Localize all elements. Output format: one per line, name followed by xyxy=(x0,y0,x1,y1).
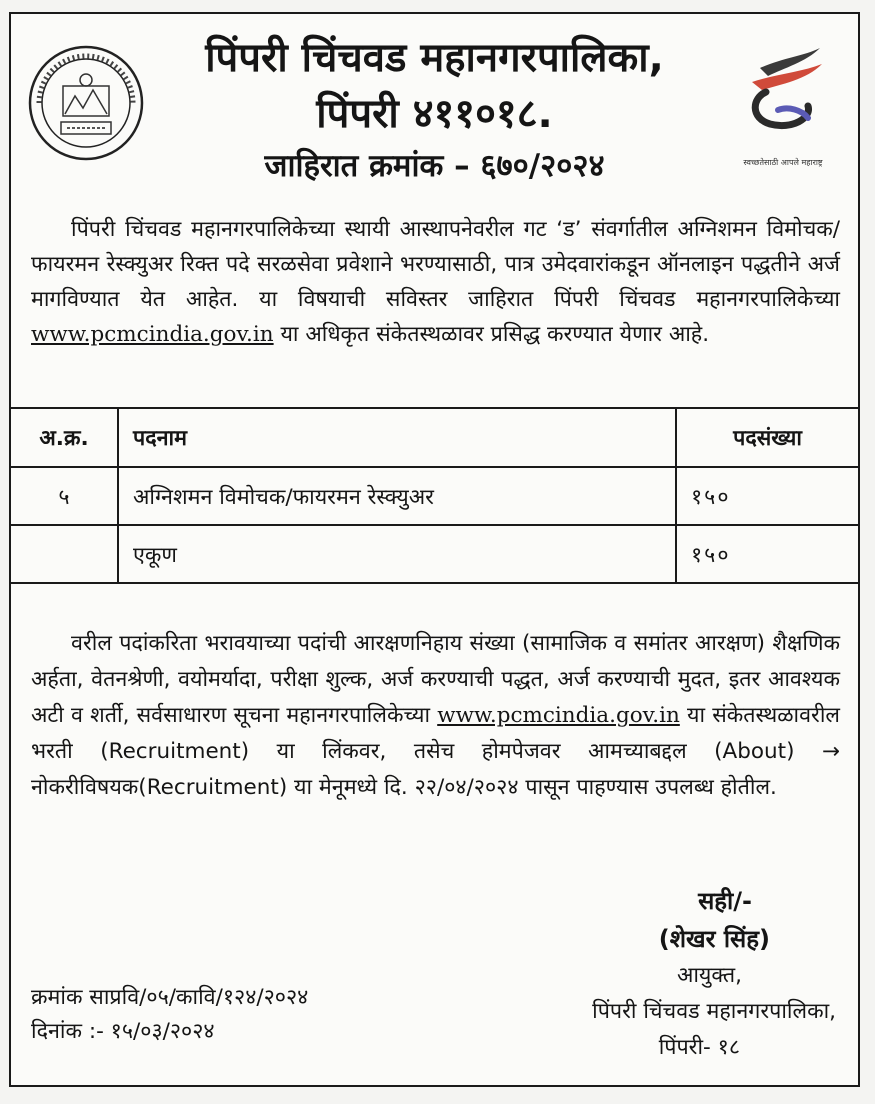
notice-frame xyxy=(9,12,860,1087)
details-text-end: या संकेतस्थळावरील भरती (Recruitment) या लिंकवर, तसेच होमपेजवर आमच्याबद्दल (About) → नोकरीविषयक(Recruitment) या मेनूमध्ये दि. २२/०४/२०२४ पासून पाहण्यास उपलब्ध होतील. xyxy=(31,703,840,800)
signatory-place: पिंपरी- १८ xyxy=(658,1035,740,1060)
signature-signed: सही/- xyxy=(698,887,752,915)
table-total-row xyxy=(10,525,859,583)
reference-number: क्रमांक साप्रवि/०५/कावि/१२४/२०२४ xyxy=(31,985,309,1010)
intro-text: पिंपरी चिंचवड महानगरपालिकेच्या स्थायी आस्थापनेवरील गट ‘ड’ संवर्गातील अग्निशमन विमोचक/फायरमन रेस्क्युअर रिक्त पदे सरळसेवा प्रवेशाने भरण्यासाठी, पात्र उमेदवारांकडून ऑनलाइन पद्धतीने अर्ज मागविण्यात येत आहेत. या विषयाची सविस्तर जाहिरात पिंपरी चिंचवड महानगरपालिकेच्या xyxy=(31,217,840,312)
emblem-tagline: स्वच्छतेसाठी आपले महाराष्ट्र xyxy=(743,158,823,167)
signatory-name: (शेखर सिंह) xyxy=(658,925,770,953)
pcmc-seal-logo xyxy=(27,44,145,162)
row-post-count: १५० xyxy=(676,467,859,525)
details-paragraph xyxy=(31,626,840,806)
table-row xyxy=(10,467,859,525)
row-post-name: अग्निशमन विमोचक/फायरमन रेस्क्युअर xyxy=(118,467,676,525)
details-text: वरील पदांकरिता भरावयाच्या पदांची आरक्षणनिहाय संख्या (सामाजिक व समांतर आरक्षण) शैक्षणिक अर्हता, वेतनश्रेणी, वयोमर्यादा, परीक्षा शुल्क, अर्ज करण्याची पद्धत, अर्ज करण्याची मुदत, इतर आवश्यक अटी व शर्ती, सर्वसाधारण सूचना महानगरपालिकेच्या xyxy=(31,631,840,728)
total-count: १५० xyxy=(676,525,859,583)
reference-date: दिनांक :- १५/०३/२०२४ xyxy=(31,1019,215,1044)
table-header-row xyxy=(10,408,859,467)
total-label: एकूण xyxy=(118,525,676,583)
emblem-graphic-icon xyxy=(722,38,844,150)
website-link[interactable]: www.pcmcindia.gov.in xyxy=(31,322,274,347)
org-title: पिंपरी चिंचवड महानगरपालिका, xyxy=(205,35,664,81)
header-serial: अ.क्र. xyxy=(10,408,118,467)
header-post-name: पदनाम xyxy=(118,408,676,467)
row-serial: ५ xyxy=(10,467,118,525)
intro-paragraph xyxy=(31,212,840,352)
posts-table xyxy=(9,407,860,584)
signatory-org: पिंपरी चिंचवड महानगरपालिका, xyxy=(592,999,836,1024)
advertisement-number: जाहिरात क्रमांक – ६७०/२०२४ xyxy=(264,148,605,184)
header-post-count: पदसंख्या xyxy=(676,408,859,467)
website-link-2[interactable]: www.pcmcindia.gov.in xyxy=(437,703,680,728)
org-address: पिंपरी ४११०१८. xyxy=(316,91,553,137)
intro-text-end: या अधिकृत संकेतस्थळावर प्रसिद्ध करण्यात येणार आहे. xyxy=(280,322,710,347)
swachh-emblem xyxy=(722,38,844,168)
signatory-designation: आयुक्त, xyxy=(676,963,742,988)
notice-header xyxy=(11,14,858,209)
total-serial-empty xyxy=(10,525,118,583)
